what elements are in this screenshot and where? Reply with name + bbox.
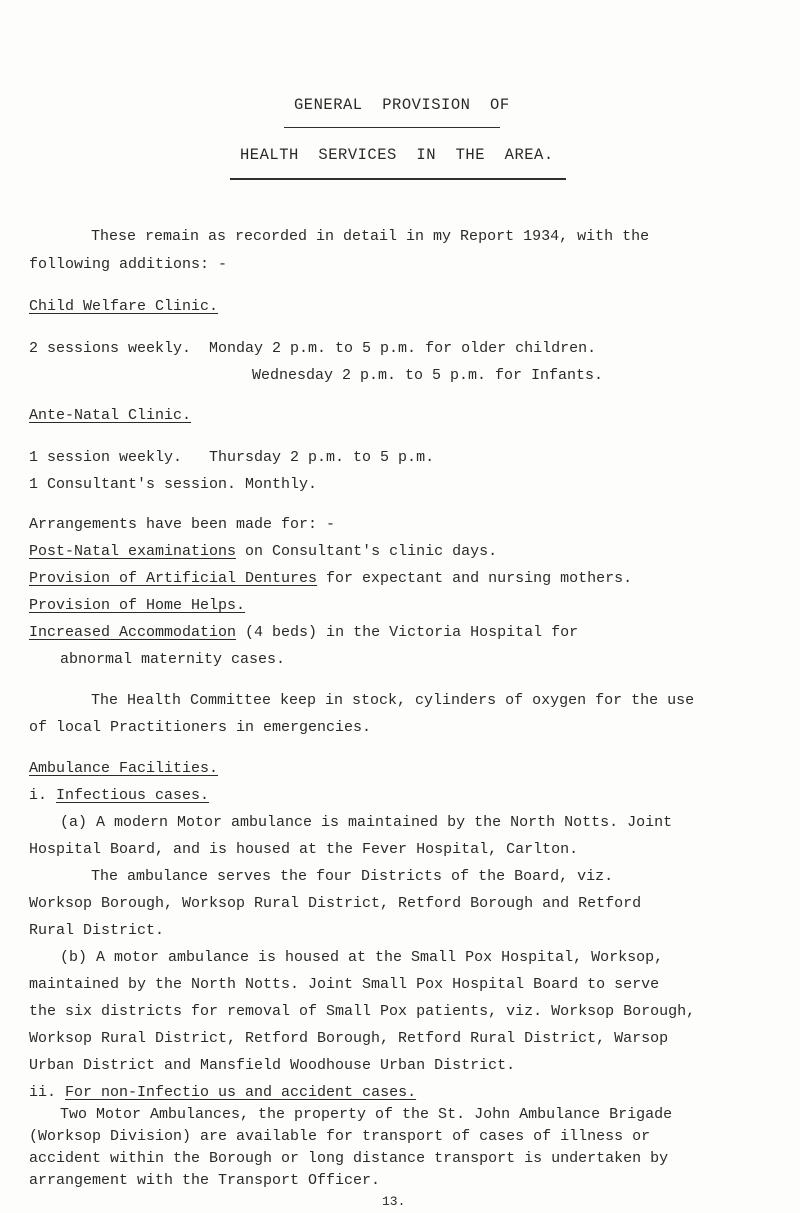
oxygen-line-2: of local Practitioners in emergencies. xyxy=(29,719,372,736)
non-infectious-heading xyxy=(29,1084,416,1102)
ambulance-b-line-5: Urban District and Mansfield Woodhouse Urban District. xyxy=(29,1057,516,1074)
non-infectious-prefix: ii. xyxy=(29,1084,66,1101)
arrangement-item-2 xyxy=(29,570,632,588)
infectious-heading xyxy=(29,787,209,805)
arrangements-intro: Arrangements have been made for: - xyxy=(29,516,336,533)
arrangement-item-1-title: Post-Natal examinations xyxy=(29,543,237,560)
ambulance-b-line-3: the six districts for removal of Small Pox patients, viz. Worksop Borough, xyxy=(29,1003,696,1020)
heading-rule-1 xyxy=(284,127,500,128)
arrangement-item-1 xyxy=(29,543,497,561)
child-welfare-line-1: 2 sessions weekly. Monday 2 p.m. to 5 p.m. for older children. xyxy=(29,340,597,357)
arrangement-item-3: Provision of Home Helps. xyxy=(29,597,246,614)
heading-rule-2 xyxy=(230,178,566,180)
oxygen-line-1: The Health Committee keep in stock, cylinders of oxygen for the use xyxy=(91,692,695,709)
non-infectious-title: For non-Infectio us and accident cases. xyxy=(65,1084,417,1101)
arrangement-item-1-rest: on Consultant's clinic days. xyxy=(236,543,498,560)
arrangement-item-4-cont: abnormal maternity cases. xyxy=(60,651,286,668)
intro-line-1: These remain as recorded in detail in my Report 1934, with the xyxy=(91,228,650,245)
ambulance-b-line-1: (b) A motor ambulance is housed at the Small Pox Hospital, Worksop, xyxy=(60,949,664,966)
non-infectious-line-4: arrangement with the Transport Officer. xyxy=(29,1172,381,1189)
ambulance-title: Ambulance Facilities. xyxy=(29,760,219,777)
non-infectious-line-2: (Worksop Division) are available for transport of cases of illness or xyxy=(29,1128,651,1145)
ambulance-a-line-3: The ambulance serves the four Districts of the Board, viz. xyxy=(91,868,614,885)
page-number: 13. xyxy=(378,1193,409,1211)
arrangement-item-4 xyxy=(29,624,578,642)
ambulance-b-line-2: maintained by the North Notts. Joint Small Pox Hospital Board to serve xyxy=(29,976,660,993)
heading-line-2: HEALTH SERVICES IN THE AREA. xyxy=(240,146,554,164)
ante-natal-line-2: 1 Consultant's session. Monthly. xyxy=(29,476,318,493)
ante-natal-line-1: 1 session weekly. Thursday 2 p.m. to 5 p.m. xyxy=(29,449,435,466)
ambulance-a-line-2: Hospital Board, and is housed at the Fever Hospital, Carlton. xyxy=(29,841,579,858)
child-welfare-title: Child Welfare Clinic. xyxy=(29,298,219,315)
intro-line-2: following additions: - xyxy=(29,256,228,273)
ambulance-a-line-1: (a) A modern Motor ambulance is maintained by the North Notts. Joint xyxy=(60,814,673,831)
heading-line-1: GENERAL PROVISION OF xyxy=(294,96,510,114)
ambulance-a-line-5: Rural District. xyxy=(29,922,165,939)
arrangement-item-4-title: Increased Accommodation xyxy=(29,624,237,641)
child-welfare-line-2: Wednesday 2 p.m. to 5 p.m. for Infants. xyxy=(252,367,604,384)
ambulance-a-line-4: Worksop Borough, Worksop Rural District, Retford Borough and Retford xyxy=(29,895,642,912)
ante-natal-title: Ante-Natal Clinic. xyxy=(29,407,192,424)
infectious-prefix: i. xyxy=(29,787,57,804)
non-infectious-line-1: Two Motor Ambulances, the property of the St. John Ambulance Brigade xyxy=(60,1106,673,1123)
arrangement-item-2-rest: for expectant and nursing mothers. xyxy=(317,570,633,587)
non-infectious-line-3: accident within the Borough or long distance transport is undertaken by xyxy=(29,1150,669,1167)
infectious-title: Infectious cases. xyxy=(56,787,210,804)
arrangement-item-2-title: Provision of Artificial Dentures xyxy=(29,570,318,587)
arrangement-item-4-rest: (4 beds) in the Victoria Hospital for xyxy=(236,624,579,641)
ambulance-b-line-4: Worksop Rural District, Retford Borough, Retford Rural District, Warsop xyxy=(29,1030,669,1047)
